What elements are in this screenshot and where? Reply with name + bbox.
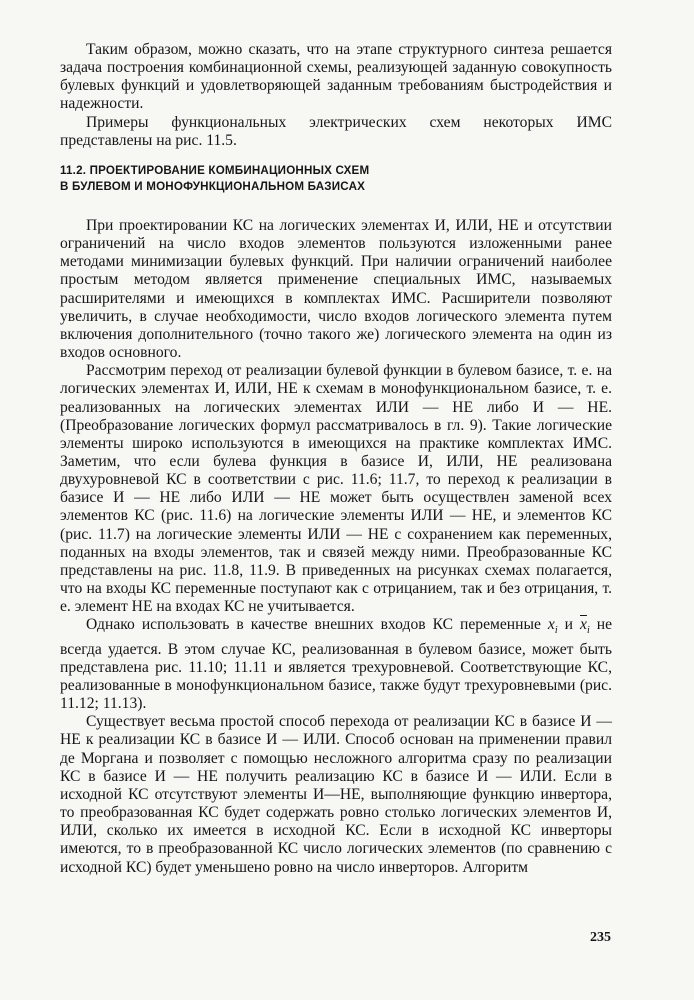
section-heading-line-1: 11.2. ПРОЕКТИРОВАНИЕ КОМБИНАЦИОННЫХ СХЕМ (60, 163, 370, 177)
variable-x-i-negated: $\overline{x}_i$ (580, 616, 590, 637)
page-number: 235 (590, 930, 611, 945)
section-heading (60, 163, 612, 195)
body-paragraph-3 (60, 616, 612, 713)
body-paragraph-1: При проектировании КС на логических элементах И, ИЛИ, НЕ и отсутствии ограничений на число входов элементов пользуются изложенными ранее методами минимизации булевых функций. При наличии ограничений наиболее простым методом является применение специальных ИМС, называемых расширителями и имеющихся в комплектах ИМС. Расширители позволяют увеличить, в случае необходимости, число входов логического элемента путем включения дополнительного (точно такого же) логического элемента на один из входов основного. (60, 216, 612, 362)
p3-tail-text: не всегда удается. В этом случае КС, реализованная в булевом базисе, может быть представлена рис. 11.10; 11.11 и является трехуровневой. Соответствующие КС, реализованные в монофункциональном базисе, также будут трехуровневыми (рис. 11.12; 11.13). (60, 616, 613, 713)
p3-conjunction: и (564, 616, 573, 634)
variable-x-i: $x_i$ (547, 616, 558, 637)
intro-paragraph-1: Таким образом, можно сказать, что на этапе структурного синтеза решается задача построения комбинационной схемы, реализующей заданную совокупность булевых функций и удовлетворяющей заданным требованиям быстродействия и надежности. (60, 41, 612, 113)
p3-lead-text: Однако использовать в качестве внешних входов КС переменные (86, 616, 541, 634)
intro-paragraph-2: Примеры функциональных электрических схем некоторых ИМС представлены на рис. 11.5. (60, 113, 612, 149)
text-column (60, 41, 612, 877)
body-paragraph-4: Существует весьма простой способ перехода от реализации КС в базисе И — НЕ к реализации КС в базисе И — ИЛИ. Способ основан на применении правил де Моргана и позволяет с помощью несложного алгоритма сразу по реализации КС в базисе И — НЕ получить реализацию КС в базисе И — ИЛИ. Если в исходной КС отсутствуют элементы И—НЕ, выполняющие функцию инвертора, то преобразованная КС будет содержать ровно столько логических элементов И, ИЛИ, сколько их имеется в исходной КС. Если в исходной КС инверторы имеются, то в преобразованной КС число логических элементов (по сравнению с исходной КС) будет уменьшено ровно на число инверторов. Алгоритм (60, 713, 612, 876)
body-paragraph-2: Рассмотрим переход от реализации булевой функции в булевом базисе, т. е. на логических элементах И, ИЛИ, НЕ к схемам в монофункциональном базисе, т. е. реализованных на логических элементах ИЛИ — НЕ либо И — НЕ. (Преобразование логических формул рассматривалось в гл. 9). Такие логические элементы широко используются в имеющихся на практике комплектах ИМС. Заметим, что если булева функция в базисе И, ИЛИ, НЕ реализована двухуровневой КС в соответствии с рис. 11.6; 11.7, то переход к реализации в базисе И — НЕ либо ИЛИ — НЕ может быть осуществлен заменой всех элементов КС (рис. 11.6) на логические элементы ИЛИ — НЕ, и элементов КС (рис. 11.7) на логические элементы ИЛИ — НЕ с сохранением как переменных, поданных на входы элементов, так и связей между ними. Преобразованные КС представлены на рис. 11.8, 11.9. В приведенных на рисунках схемах полагается, что на входы КС переменные поступают как с отрицанием, так и без отрицания, т. е. элемент НЕ на входах КС не учитывается. (60, 362, 612, 616)
section-heading-line-2: В БУЛЕВОМ И МОНОФУНКЦИОНАЛЬНОМ БАЗИСАХ (60, 179, 366, 193)
